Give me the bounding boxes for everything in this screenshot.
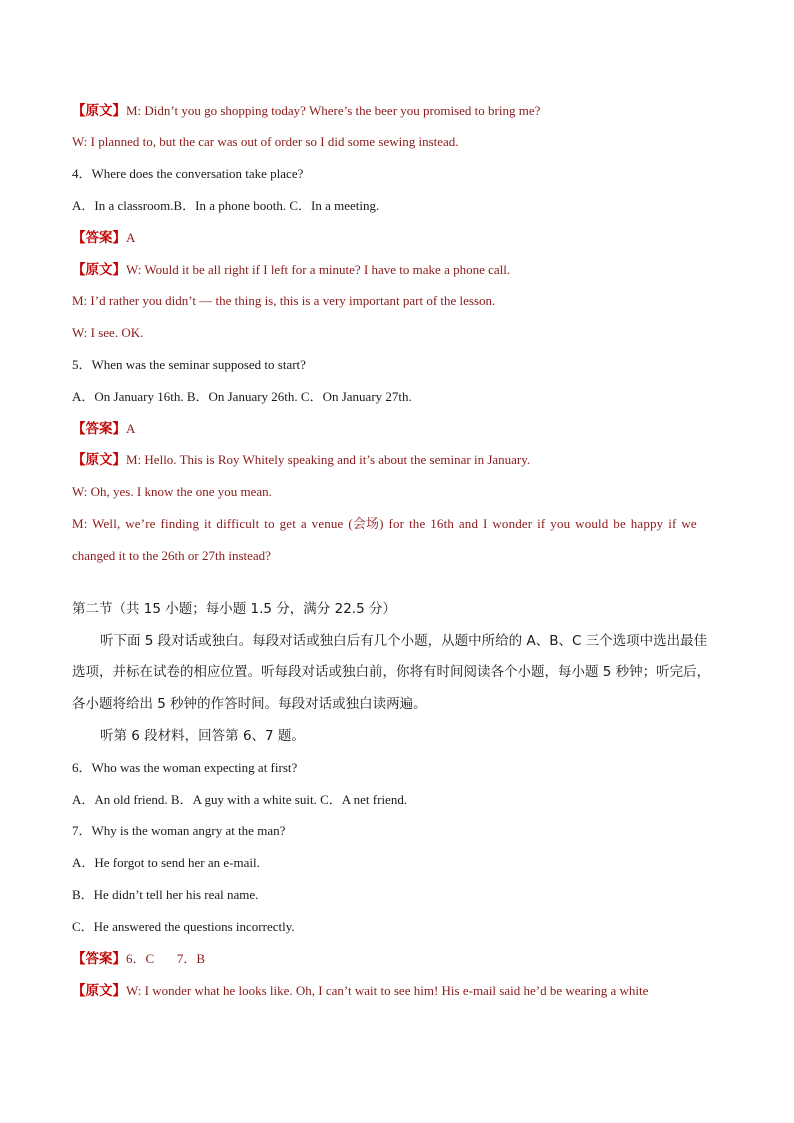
question-6: 6．Who was the woman expecting at first? [72, 760, 298, 775]
yuanwen-tag: 【原文】 [72, 103, 126, 119]
transcript-text: M: Didn’t you go shopping today? Where’s the beer you promised to bring me? [126, 103, 541, 118]
transcript-line [72, 982, 648, 1000]
transcript-text: M: Hello. This is Roy Whitely speaking and it’s about the seminar in January. [126, 452, 531, 467]
answer-line [72, 420, 135, 438]
transcript-text: W: Would it be all right if I left for a minute? I have to make a phone call. [126, 262, 511, 277]
yuanwen-tag: 【原文】 [72, 262, 126, 278]
transcript-line [72, 102, 540, 120]
transcript-line: M: Well, we’re finding it difficult to get a venue (会场) for the 16th and I wonder if you would be happy if we [72, 516, 697, 531]
transcript-line: W: I planned to, but the car was out of order so I did some sewing instead. [72, 134, 459, 149]
question-7: 7．Why is the woman angry at the man? [72, 823, 286, 838]
material-note: 听第 6 段材料，回答第 6、7 题。 [100, 728, 305, 744]
answer-tag: 【答案】 [72, 230, 126, 246]
question-7-option-b: B．He didn’t tell her his real name. [72, 887, 259, 902]
section-heading: 第二节（共 15 小题；每小题 1.5 分，满分 22.5 分） [72, 601, 396, 617]
answer-value: 6．C 7．B [126, 951, 206, 966]
question-7-option-c: C．He answered the questions incorrectly. [72, 919, 295, 934]
transcript-line: W: I see. OK. [72, 325, 144, 340]
answer-value: A [126, 230, 136, 245]
question-7-option-a: A．He forgot to send her an e-mail. [72, 855, 260, 870]
transcript-line: M: I’d rather you didn’t — the thing is, this is a very important part of the lesson. [72, 293, 496, 308]
answer-line [72, 229, 135, 247]
question-5-options: A．On January 16th. B．On January 26th. C．On January 27th. [72, 389, 412, 404]
yuanwen-tag: 【原文】 [72, 452, 126, 468]
answer-tag: 【答案】 [72, 951, 126, 967]
answer-value: A [126, 421, 136, 436]
question-6-options: A．An old friend. B．A guy with a white suit. C．A net friend. [72, 792, 408, 807]
instructions-line: 各小题将给出 5 秒钟的作答时间。每段对话或独白读两遍。 [72, 696, 427, 712]
transcript-line [72, 451, 530, 469]
yuanwen-tag: 【原文】 [72, 983, 126, 999]
question-5: 5．When was the seminar supposed to start? [72, 357, 306, 372]
instructions-line: 听下面 5 段对话或独白。每段对话或独白后有几个小题，从题中所给的 A、B、C 三个选项中选出最佳 [100, 633, 708, 649]
question-4: 4．Where does the conversation take place? [72, 166, 304, 181]
answer-line [72, 950, 205, 968]
transcript-line: changed it to the 26th or 27th instead? [72, 548, 271, 563]
instructions-line: 选项，并标在试卷的相应位置。听每段对话或独白前，你将有时间阅读各个小题，每小题 5 秒钟；听完后， [72, 664, 711, 680]
transcript-line [72, 261, 510, 279]
transcript-line: W: Oh, yes. I know the one you mean. [72, 484, 272, 499]
transcript-text: W: I wonder what he looks like. Oh, I can’t wait to see him! His e-mail said he’d be wearing a white [126, 983, 649, 998]
question-4-options: A．In a classroom.B．In a phone booth. C．In a meeting. [72, 198, 380, 213]
answer-tag: 【答案】 [72, 421, 126, 437]
